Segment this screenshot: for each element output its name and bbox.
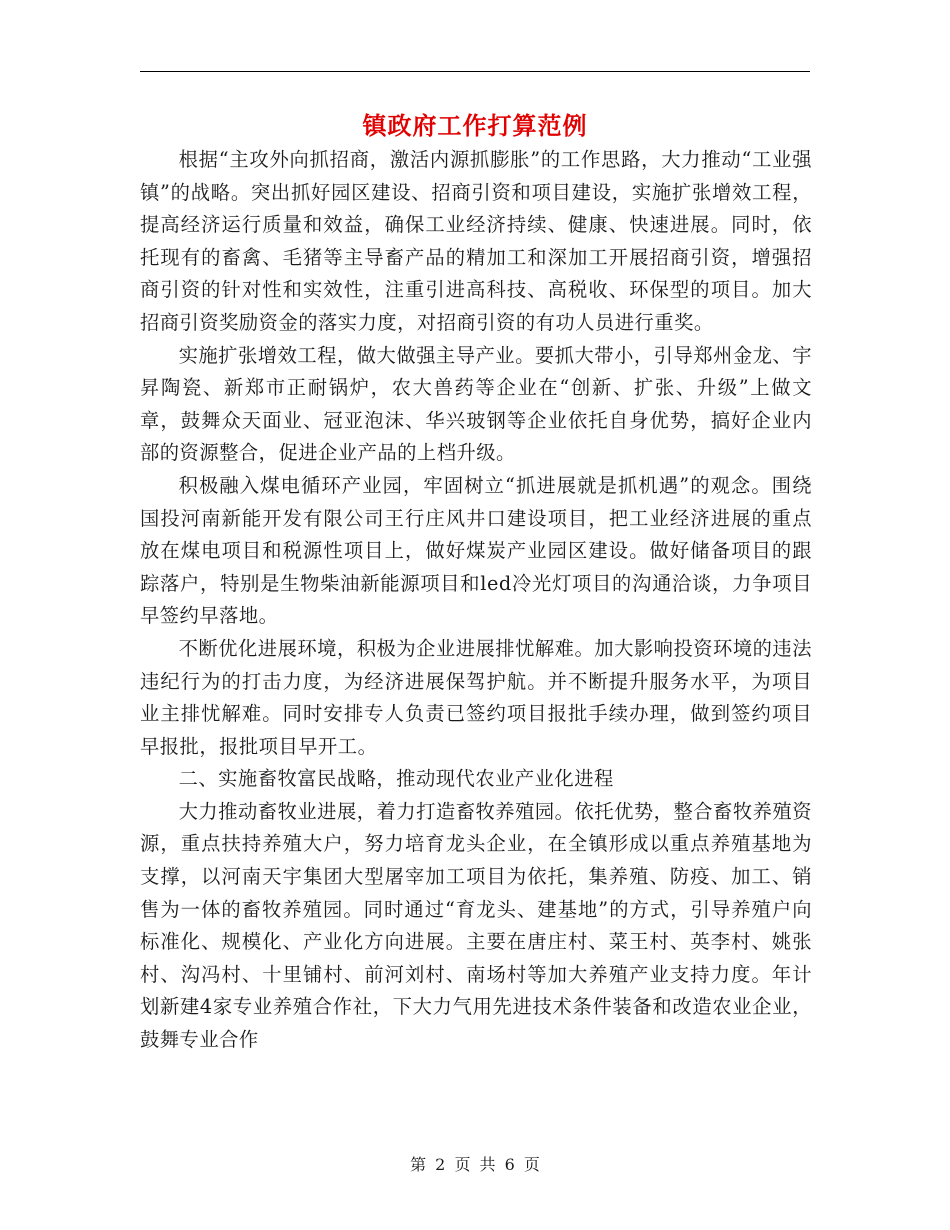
paragraph: 根据“主攻外向抓招商，激活内源抓膨胀”的工作思路，大力推动“工业强镇”的战略。突出抓好园区建设、招商引资和项目建设，实施扩张增效工程，提高经济运行质量和效益，确保工业经济持续、健康、快速进展。同时，依托现有的畜禽、毛猪等主导畜产品的精加工和深加工开展招商引资，增强招商引资的针对性和实效性，注重引进高科技、高税收、环保型的项目。加大招商引资奖励资金的落实力度，对招商引资的有功人员进行重奖。 [140,148,812,334]
paragraph: 不断优化进展环境，积极为企业进展排忧解难。加大影响投资环境的违法违纪行为的打击力度，为经济进展保驾护航。并不断提升服务水平，为项目业主排忧解难。同时安排专人负责已签约项目报批手续办理，做到签约项目早报批，报批项目早开工。 [140,636,812,758]
paragraph: 积极融入煤电循环产业园，牢固树立“抓进展就是抓机遇”的观念。围绕国投河南新能开发有限公司王行庄风井口建设项目，把工业经济进展的重点放在煤电项目和税源性项目上，做好煤炭产业园区建设。做好储备项目的跟踪落户，特别是生物柴油新能源项目和led冷光灯项目的沟通洽谈，力争项目早签约早落地。 [140,473,812,628]
section-heading: 二、实施畜牧富民战略，推动现代农业产业化进程 [178,767,614,791]
document-title: 镇政府工作打算范例 [362,111,588,140]
paragraph: 实施扩张增效工程，做大做强主导产业。要抓大带小，引导郑州金龙、宇昇陶瓷、新郑市正耐锅炉，农大兽药等企业在“创新、扩张、升级”上做文章，鼓舞众天面业、冠亚泡沫、华兴玻钢等企业依托自身优势，搞好企业内部的资源整合，促进企业产品的上档升级。 [140,343,812,465]
header-rule [140,71,810,72]
page-number-footer: 第 2 页 共 6 页 [410,1155,540,1174]
paragraph: 大力推动畜牧业进展，着力打造畜牧养殖园。依托优势，整合畜牧养殖资源，重点扶持养殖大户，努力培育龙头企业，在全镇形成以重点养殖基地为支撑，以河南天宇集团大型屠宰加工项目为依托，集养殖、防疫、加工、销售为一体的畜牧养殖园。同时通过“育龙头、建基地”的方式，引导养殖户向标准化、规模化、产业化方向进展。主要在唐庄村、菜王村、英李村、姚张村、沟冯村、十里铺村、前河刘村、南场村等加大养殖产业支持力度。年计划新建4家专业养殖合作社，下大力气用先进技术条件装备和改造农业企业，鼓舞专业合作 [140,799,812,1052]
document-body [140,144,812,1057]
